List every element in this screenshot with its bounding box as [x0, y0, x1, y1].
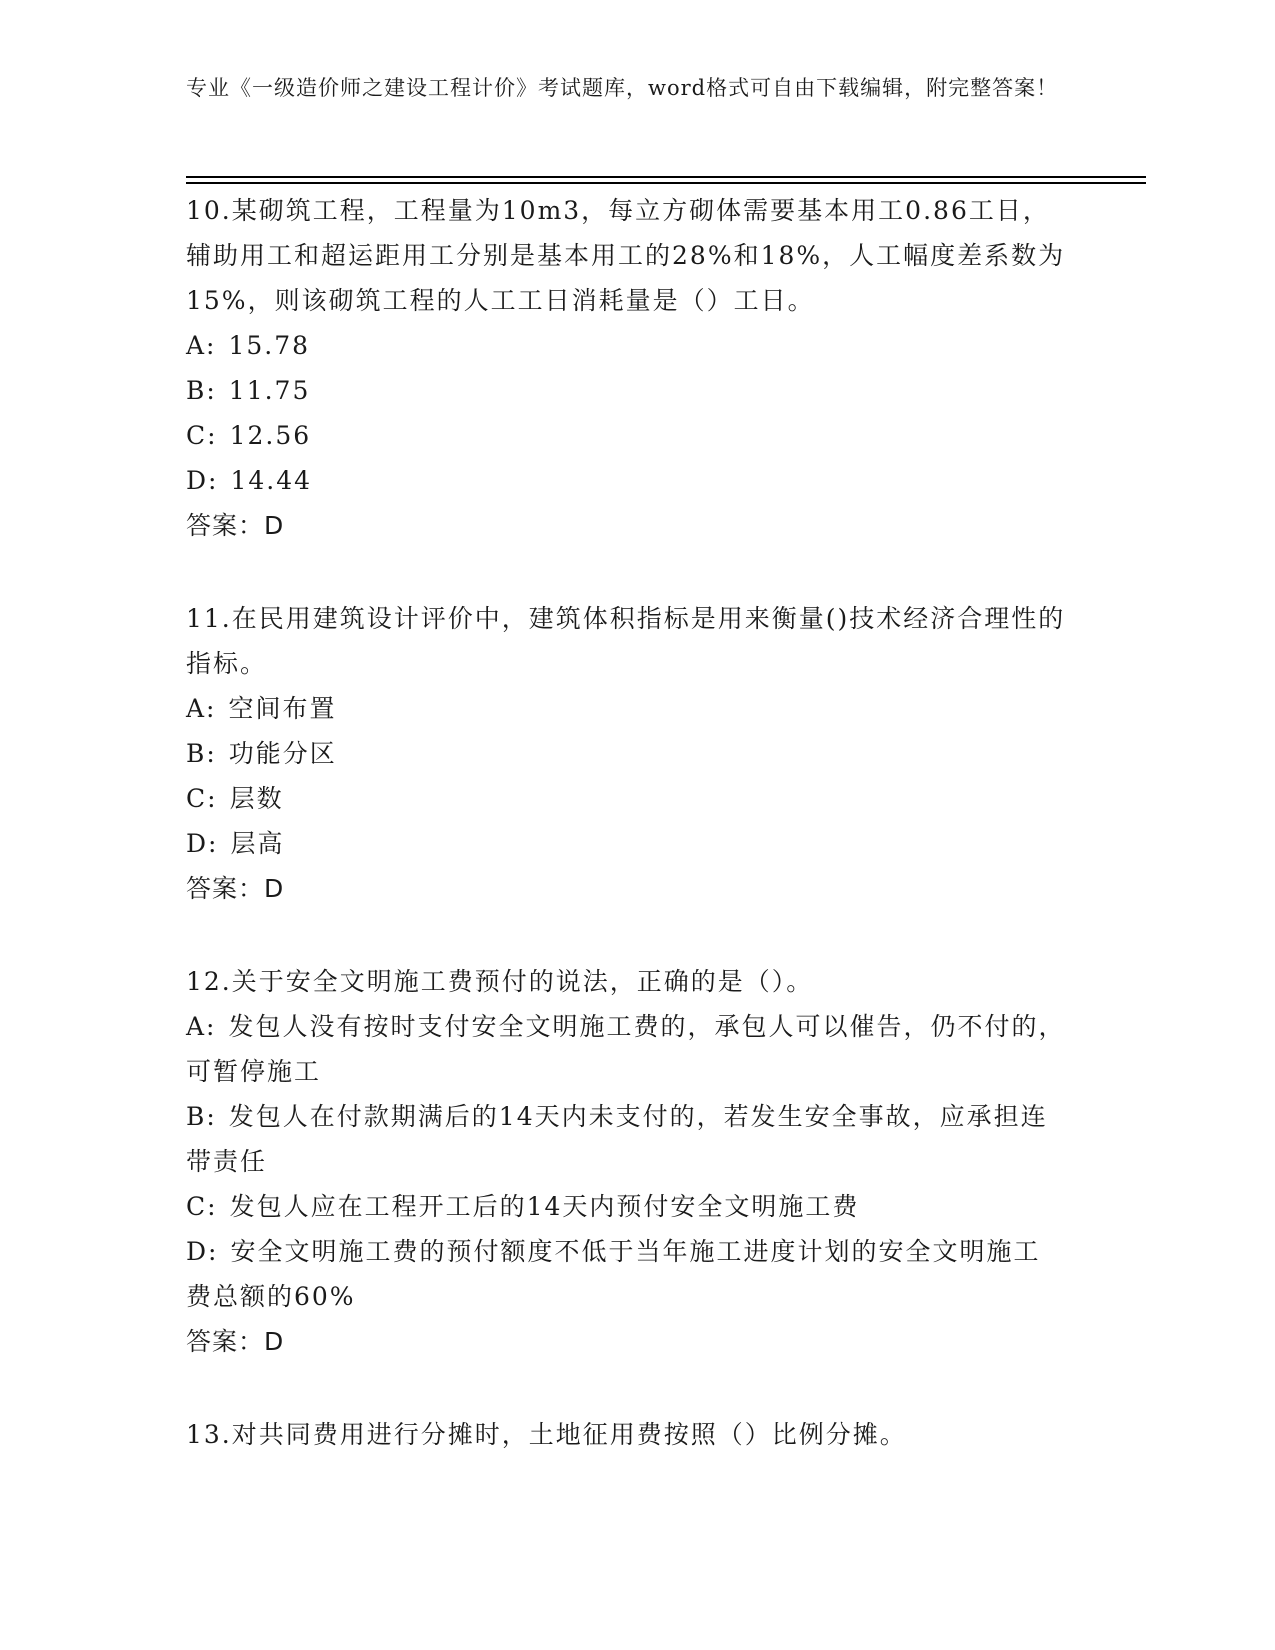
- header-note: 专业《一级造价师之建设工程计价》考试题库，word格式可自由下载编辑，附完整答案！: [186, 76, 1059, 100]
- option-letter: A:: [186, 331, 217, 360]
- question-13: [186, 1412, 1066, 1457]
- option-letter: A:: [186, 1012, 217, 1041]
- option-c: [186, 413, 1066, 458]
- option-text: 15.78: [228, 331, 311, 360]
- option-text: 层高: [230, 829, 285, 858]
- option-a: [186, 1004, 1066, 1094]
- option-letter: D:: [186, 1237, 219, 1266]
- option-b: [186, 1094, 1066, 1184]
- option-text: 空间布置: [228, 694, 337, 723]
- option-d: [186, 1229, 1066, 1319]
- option-a: [186, 323, 1066, 368]
- option-letter: D:: [186, 466, 219, 495]
- option-c: [186, 776, 1066, 821]
- question-stem: 11.在民用建筑设计评价中，建筑体积指标是用来衡量()技术经济合理性的指标。: [186, 604, 1066, 678]
- option-letter: C:: [186, 1192, 218, 1221]
- option-letter: C:: [186, 784, 218, 813]
- option-letter: B:: [186, 376, 217, 405]
- question-list: [186, 188, 1066, 1505]
- option-b: [186, 368, 1066, 413]
- question-stem: 10.某砌筑工程，工程量为10m3，每立方砌体需要基本用工0.86工日，辅助用工和超运距用工分别是基本用工的28%和18%，人工幅度差系数为15%，则该砌筑工程的人工工日消耗量是（）工日。: [186, 196, 1066, 315]
- option-text: 发包人在付款期满后的14天内未支付的，若发生安全事故，应承担连带责任: [186, 1102, 1048, 1176]
- option-text: 发包人没有按时支付安全文明施工费的，承包人可以催告，仍不付的，可暂停施工: [186, 1012, 1066, 1086]
- option-letter: B:: [186, 739, 217, 768]
- header-rule-bottom: [186, 182, 1146, 184]
- question-stem: 12.关于安全文明施工费预付的说法，正确的是（）。: [186, 967, 814, 996]
- option-text: 安全文明施工费的预付额度不低于当年施工进度计划的安全文明施工费总额的60%: [186, 1237, 1041, 1311]
- header-rule-top: [186, 176, 1146, 178]
- option-text: 层数: [229, 784, 284, 813]
- option-text: 11.75: [228, 376, 311, 405]
- question-stem: 13.对共同费用进行分摊时，土地征用费按照（）比例分摊。: [186, 1420, 907, 1449]
- answer-line: 答案：D: [186, 874, 285, 903]
- option-a: [186, 686, 1066, 731]
- option-d: [186, 821, 1066, 866]
- answer-line: 答案：D: [186, 511, 285, 540]
- option-letter: A:: [186, 694, 217, 723]
- option-c: [186, 1184, 1066, 1229]
- option-b: [186, 731, 1066, 776]
- answer-line: 答案：D: [186, 1327, 285, 1356]
- question-12: [186, 959, 1066, 1364]
- option-d: [186, 458, 1066, 503]
- option-letter: D:: [186, 829, 219, 858]
- option-text: 功能分区: [228, 739, 337, 768]
- option-text: 发包人应在工程开工后的14天内预付安全文明施工费: [229, 1192, 860, 1221]
- option-letter: B:: [186, 1102, 217, 1131]
- question-10: [186, 188, 1066, 548]
- option-text: 14.44: [230, 466, 313, 495]
- option-letter: C:: [186, 421, 218, 450]
- question-11: [186, 596, 1066, 911]
- option-text: 12.56: [229, 421, 312, 450]
